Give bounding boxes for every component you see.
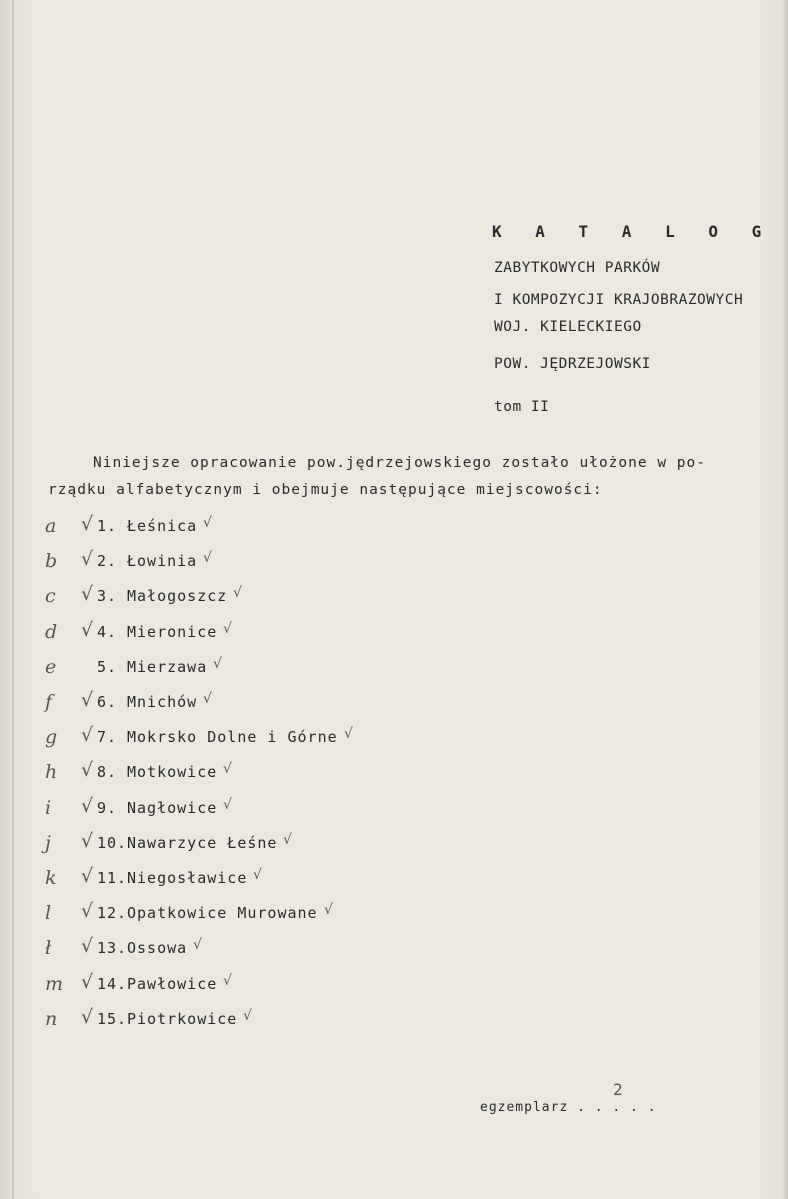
item-name: Mokrsko Dolne i Górne <box>127 728 338 747</box>
check-mark-icon: √ <box>81 689 94 711</box>
catalog-title: K A T A L O G <box>492 222 774 241</box>
small-check-mark-icon: √ <box>203 691 212 707</box>
check-mark-icon: √ <box>81 829 94 852</box>
intro-line-2: rządku alfabetycznym i obejmuje następujące miejscowości: <box>48 482 603 498</box>
list-item <box>45 937 505 967</box>
item-name: Nawarzyce Łeśne <box>127 833 278 852</box>
header-line-3: WOJ. KIELECKIEGO <box>494 319 642 335</box>
item-number: 12. <box>97 904 128 923</box>
list-item <box>45 618 505 651</box>
page-right-edge <box>782 0 788 1199</box>
handwritten-letter: n <box>45 1007 58 1030</box>
item-number: 2. <box>97 552 118 571</box>
item-number: 1. <box>97 517 118 535</box>
list-item <box>45 691 505 721</box>
item-name: Łowinia <box>127 552 198 571</box>
small-check-mark-icon: √ <box>324 902 333 919</box>
list-item <box>45 726 505 756</box>
handwritten-letter: j <box>45 831 51 854</box>
handwritten-letter: b <box>45 550 58 573</box>
check-mark-icon: √ <box>81 548 94 571</box>
handwritten-letter: g <box>45 726 58 749</box>
item-number: 8. <box>97 763 118 782</box>
header-line-1: ZABYTKOWYCH PARKÓW <box>494 260 661 276</box>
item-number: 7. <box>97 728 118 747</box>
item-number: 6. <box>97 693 118 711</box>
item-name: Małogoszcz <box>127 587 228 606</box>
small-check-mark-icon: √ <box>223 972 232 989</box>
check-mark-icon: √ <box>81 583 94 606</box>
small-check-mark-icon: √ <box>223 620 232 637</box>
list-item <box>45 794 505 827</box>
handwritten-letter: k <box>45 867 57 889</box>
item-number: 4. <box>97 622 118 641</box>
item-name: Łeśnica <box>127 517 198 535</box>
handwritten-letter: ł <box>45 937 52 960</box>
header-line-4: POW. JĘDRZEJOWSKI <box>494 356 651 372</box>
list-item <box>45 515 505 545</box>
small-check-mark-icon: √ <box>193 937 202 954</box>
small-check-mark-icon: √ <box>213 655 222 672</box>
check-mark-icon: √ <box>81 900 94 923</box>
item-number: 3. <box>97 587 118 606</box>
check-mark-icon: √ <box>81 759 94 782</box>
handwritten-letter: f <box>45 691 53 713</box>
item-name: Niegosławice <box>127 869 248 887</box>
item-number: 14. <box>97 974 128 993</box>
item-number: 10. <box>97 833 128 852</box>
handwritten-letter: h <box>45 761 58 784</box>
item-name: Opatkowice Murowane <box>127 904 318 923</box>
small-check-mark-icon: √ <box>223 796 232 813</box>
small-check-mark-icon: √ <box>253 867 262 883</box>
item-number: 15. <box>97 1009 128 1028</box>
small-check-mark-icon: √ <box>233 585 242 602</box>
list-item <box>45 585 505 615</box>
handwritten-letter: c <box>45 585 56 608</box>
handwritten-letter: m <box>45 972 64 995</box>
list-item <box>45 550 505 580</box>
list-item <box>45 761 505 791</box>
list-item <box>45 1005 505 1038</box>
volume-label: tom II <box>494 399 550 415</box>
intro-line-1: Niniejsze opracowanie pow.jędrzejowskiego zostało ułożone w po- <box>93 455 706 471</box>
small-check-mark-icon: √ <box>283 831 292 848</box>
copy-label: egzemplarz . . . . . <box>480 1100 657 1115</box>
item-name: Nagłowice <box>127 798 218 817</box>
list-item <box>45 902 505 932</box>
item-number: 13. <box>97 939 128 958</box>
handwritten-letter: a <box>45 515 57 537</box>
check-mark-icon: √ <box>81 935 94 958</box>
page-binding-edge <box>12 0 14 1199</box>
item-name: Mierzawa <box>127 657 208 676</box>
list-item <box>45 867 505 897</box>
check-mark-icon: √ <box>81 724 94 747</box>
item-number: 11. <box>97 869 128 887</box>
handwritten-letter: i <box>45 796 52 819</box>
check-mark-icon: √ <box>81 970 94 993</box>
check-mark-icon: √ <box>81 513 94 535</box>
item-name: Ossowa <box>127 939 188 958</box>
check-mark-icon: √ <box>81 618 94 641</box>
item-name: Mnichów <box>127 693 198 711</box>
handwritten-letter: e <box>45 655 57 678</box>
list-item <box>45 970 505 1003</box>
small-check-mark-icon: √ <box>203 515 212 531</box>
handwritten-letter: d <box>45 620 58 643</box>
item-number: 9. <box>97 798 118 817</box>
small-check-mark-icon: √ <box>344 726 353 743</box>
item-name: Piotrkowice <box>127 1009 238 1028</box>
item-name: Motkowice <box>127 763 218 782</box>
list-item <box>45 656 505 686</box>
small-check-mark-icon: √ <box>203 550 212 567</box>
item-name: Mieronice <box>127 622 218 641</box>
check-mark-icon: √ <box>81 1005 94 1028</box>
small-check-mark-icon: √ <box>223 761 232 778</box>
list-item <box>45 829 505 862</box>
check-mark-icon: √ <box>81 865 94 887</box>
copy-number: 2 <box>613 1080 623 1099</box>
small-check-mark-icon: √ <box>243 1007 252 1024</box>
header-line-2: I KOMPOZYCJI KRAJOBRAZOWYCH <box>494 292 744 308</box>
handwritten-letter: l <box>45 902 52 925</box>
check-mark-icon: √ <box>81 794 94 817</box>
item-name: Pawłowice <box>127 974 218 993</box>
item-number: 5. <box>97 657 118 676</box>
